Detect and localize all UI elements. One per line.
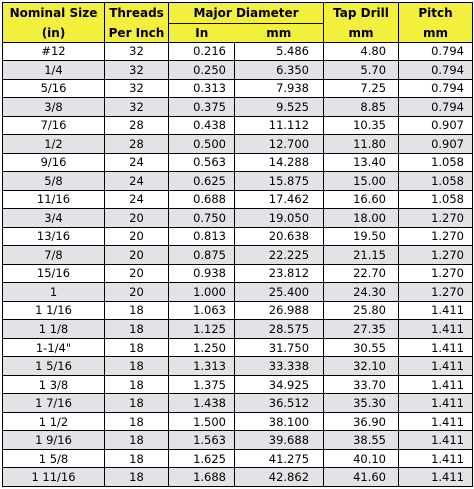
cell-major-diameter-mm: 28.575 <box>235 320 324 339</box>
cell-nominal-size: 1/2 <box>3 135 105 154</box>
header-tap-unit: mm <box>324 24 399 43</box>
cell-major-diameter-mm: 33.338 <box>235 357 324 376</box>
cell-threads-per-inch: 20 <box>105 227 169 246</box>
table-row <box>3 135 473 154</box>
cell-tap-drill-mm: 27.35 <box>324 320 399 339</box>
cell-major-diameter-mm: 11.112 <box>235 116 324 135</box>
cell-major-diameter-mm: 7.938 <box>235 79 324 98</box>
cell-major-diameter-mm: 15.875 <box>235 172 324 191</box>
cell-pitch-mm: 0.794 <box>399 42 473 61</box>
cell-major-diameter-mm: 23.812 <box>235 264 324 283</box>
cell-pitch-mm: 1.411 <box>399 301 473 320</box>
cell-major-diameter-in: 0.500 <box>169 135 235 154</box>
cell-nominal-size: 1 1/2 <box>3 412 105 431</box>
cell-nominal-size: 3/8 <box>3 98 105 117</box>
cell-major-diameter-mm: 17.462 <box>235 190 324 209</box>
cell-major-diameter-mm: 31.750 <box>235 338 324 357</box>
cell-pitch-mm: 1.270 <box>399 246 473 265</box>
cell-major-diameter-in: 0.563 <box>169 153 235 172</box>
cell-major-diameter-in: 1.125 <box>169 320 235 339</box>
cell-tap-drill-mm: 10.35 <box>324 116 399 135</box>
cell-threads-per-inch: 24 <box>105 172 169 191</box>
cell-major-diameter-in: 0.625 <box>169 172 235 191</box>
cell-threads-per-inch: 18 <box>105 394 169 413</box>
header-nominal-size: Nominal Size <box>3 3 105 24</box>
cell-threads-per-inch: 28 <box>105 116 169 135</box>
cell-pitch-mm: 1.411 <box>399 394 473 413</box>
header-pitch-unit: mm <box>399 24 473 43</box>
cell-pitch-mm: 1.411 <box>399 412 473 431</box>
cell-pitch-mm: 1.411 <box>399 375 473 394</box>
cell-nominal-size: 5/16 <box>3 79 105 98</box>
cell-tap-drill-mm: 40.10 <box>324 449 399 468</box>
table-row <box>3 320 473 339</box>
table-row <box>3 190 473 209</box>
cell-nominal-size: 1 9/16 <box>3 431 105 450</box>
cell-major-diameter-in: 0.875 <box>169 246 235 265</box>
header-nominal-unit: (in) <box>3 24 105 43</box>
cell-nominal-size: 1 5/8 <box>3 449 105 468</box>
cell-pitch-mm: 1.270 <box>399 283 473 302</box>
cell-threads-per-inch: 18 <box>105 320 169 339</box>
cell-tap-drill-mm: 35.30 <box>324 394 399 413</box>
table-row <box>3 375 473 394</box>
cell-tap-drill-mm: 5.70 <box>324 61 399 80</box>
cell-threads-per-inch: 20 <box>105 246 169 265</box>
table-row <box>3 357 473 376</box>
cell-nominal-size: 15/16 <box>3 264 105 283</box>
cell-major-diameter-mm: 25.400 <box>235 283 324 302</box>
table-row <box>3 246 473 265</box>
cell-threads-per-inch: 24 <box>105 190 169 209</box>
cell-major-diameter-mm: 14.288 <box>235 153 324 172</box>
cell-major-diameter-in: 1.000 <box>169 283 235 302</box>
cell-major-diameter-mm: 9.525 <box>235 98 324 117</box>
cell-threads-per-inch: 18 <box>105 375 169 394</box>
header-major-diameter: Major Diameter <box>169 3 324 24</box>
cell-major-diameter-mm: 34.925 <box>235 375 324 394</box>
cell-threads-per-inch: 32 <box>105 98 169 117</box>
cell-major-diameter-mm: 42.862 <box>235 468 324 487</box>
table-row <box>3 338 473 357</box>
cell-major-diameter-mm: 5.486 <box>235 42 324 61</box>
cell-tap-drill-mm: 21.15 <box>324 246 399 265</box>
table-row <box>3 301 473 320</box>
cell-pitch-mm: 1.411 <box>399 431 473 450</box>
cell-threads-per-inch: 18 <box>105 301 169 320</box>
cell-nominal-size: 9/16 <box>3 153 105 172</box>
cell-major-diameter-mm: 39.688 <box>235 431 324 450</box>
table-row <box>3 79 473 98</box>
cell-pitch-mm: 1.411 <box>399 449 473 468</box>
cell-nominal-size: 11/16 <box>3 190 105 209</box>
cell-nominal-size: 1 1/8 <box>3 320 105 339</box>
header-tap-drill: Tap Drill <box>324 3 399 24</box>
cell-nominal-size: 1-1/4" <box>3 338 105 357</box>
cell-major-diameter-mm: 6.350 <box>235 61 324 80</box>
table-row <box>3 394 473 413</box>
cell-major-diameter-mm: 19.050 <box>235 209 324 228</box>
table-row <box>3 468 473 487</box>
cell-tap-drill-mm: 11.80 <box>324 135 399 154</box>
table-row <box>3 98 473 117</box>
header-threads: Threads <box>105 3 169 24</box>
table-row <box>3 283 473 302</box>
header-pitch: Pitch <box>399 3 473 24</box>
cell-threads-per-inch: 18 <box>105 338 169 357</box>
cell-pitch-mm: 0.794 <box>399 61 473 80</box>
cell-nominal-size: 1 1/16 <box>3 301 105 320</box>
cell-major-diameter-in: 1.500 <box>169 412 235 431</box>
cell-pitch-mm: 1.270 <box>399 264 473 283</box>
cell-threads-per-inch: 18 <box>105 357 169 376</box>
cell-nominal-size: 1 11/16 <box>3 468 105 487</box>
cell-pitch-mm: 0.907 <box>399 116 473 135</box>
cell-pitch-mm: 0.794 <box>399 98 473 117</box>
table-row <box>3 431 473 450</box>
cell-pitch-mm: 1.411 <box>399 468 473 487</box>
thread-size-table <box>2 2 473 487</box>
cell-nominal-size: 3/4 <box>3 209 105 228</box>
cell-nominal-size: 7/8 <box>3 246 105 265</box>
cell-threads-per-inch: 32 <box>105 61 169 80</box>
header-major-in: In <box>169 24 235 43</box>
cell-tap-drill-mm: 30.55 <box>324 338 399 357</box>
cell-major-diameter-in: 1.063 <box>169 301 235 320</box>
cell-pitch-mm: 1.411 <box>399 338 473 357</box>
cell-tap-drill-mm: 38.55 <box>324 431 399 450</box>
header-threads-unit: Per Inch <box>105 24 169 43</box>
cell-threads-per-inch: 28 <box>105 135 169 154</box>
table-row <box>3 209 473 228</box>
table-row <box>3 264 473 283</box>
cell-tap-drill-mm: 8.85 <box>324 98 399 117</box>
cell-tap-drill-mm: 22.70 <box>324 264 399 283</box>
cell-major-diameter-in: 0.438 <box>169 116 235 135</box>
cell-pitch-mm: 1.411 <box>399 320 473 339</box>
cell-tap-drill-mm: 19.50 <box>324 227 399 246</box>
cell-major-diameter-mm: 38.100 <box>235 412 324 431</box>
cell-nominal-size: #12 <box>3 42 105 61</box>
table-row <box>3 61 473 80</box>
cell-pitch-mm: 1.058 <box>399 153 473 172</box>
cell-pitch-mm: 1.058 <box>399 190 473 209</box>
cell-threads-per-inch: 18 <box>105 449 169 468</box>
cell-major-diameter-in: 1.563 <box>169 431 235 450</box>
cell-threads-per-inch: 24 <box>105 153 169 172</box>
cell-major-diameter-mm: 36.512 <box>235 394 324 413</box>
cell-tap-drill-mm: 18.00 <box>324 209 399 228</box>
cell-major-diameter-in: 0.216 <box>169 42 235 61</box>
cell-nominal-size: 5/8 <box>3 172 105 191</box>
cell-nominal-size: 7/16 <box>3 116 105 135</box>
cell-nominal-size: 1/4 <box>3 61 105 80</box>
table-row <box>3 42 473 61</box>
table-row <box>3 116 473 135</box>
cell-tap-drill-mm: 7.25 <box>324 79 399 98</box>
cell-major-diameter-in: 0.938 <box>169 264 235 283</box>
table-row <box>3 412 473 431</box>
cell-pitch-mm: 1.411 <box>399 357 473 376</box>
cell-tap-drill-mm: 41.60 <box>324 468 399 487</box>
cell-threads-per-inch: 20 <box>105 283 169 302</box>
cell-major-diameter-in: 0.813 <box>169 227 235 246</box>
cell-major-diameter-mm: 20.638 <box>235 227 324 246</box>
cell-major-diameter-in: 1.375 <box>169 375 235 394</box>
cell-tap-drill-mm: 36.90 <box>324 412 399 431</box>
cell-pitch-mm: 1.058 <box>399 172 473 191</box>
cell-pitch-mm: 0.907 <box>399 135 473 154</box>
cell-threads-per-inch: 18 <box>105 468 169 487</box>
table-row <box>3 449 473 468</box>
cell-major-diameter-mm: 26.988 <box>235 301 324 320</box>
cell-major-diameter-in: 0.313 <box>169 79 235 98</box>
table-row <box>3 172 473 191</box>
cell-major-diameter-in: 0.750 <box>169 209 235 228</box>
cell-major-diameter-in: 0.250 <box>169 61 235 80</box>
cell-major-diameter-mm: 12.700 <box>235 135 324 154</box>
table-body <box>3 42 473 487</box>
cell-nominal-size: 1 3/8 <box>3 375 105 394</box>
cell-tap-drill-mm: 16.60 <box>324 190 399 209</box>
table-row <box>3 153 473 172</box>
cell-major-diameter-in: 1.625 <box>169 449 235 468</box>
cell-tap-drill-mm: 32.10 <box>324 357 399 376</box>
cell-nominal-size: 1 <box>3 283 105 302</box>
cell-tap-drill-mm: 4.80 <box>324 42 399 61</box>
cell-tap-drill-mm: 33.70 <box>324 375 399 394</box>
header-major-mm: mm <box>235 24 324 43</box>
cell-major-diameter-mm: 22.225 <box>235 246 324 265</box>
cell-threads-per-inch: 32 <box>105 79 169 98</box>
cell-nominal-size: 1 7/16 <box>3 394 105 413</box>
cell-threads-per-inch: 18 <box>105 431 169 450</box>
cell-threads-per-inch: 20 <box>105 209 169 228</box>
cell-tap-drill-mm: 25.80 <box>324 301 399 320</box>
table-header <box>3 3 473 43</box>
cell-major-diameter-in: 0.375 <box>169 98 235 117</box>
cell-threads-per-inch: 32 <box>105 42 169 61</box>
cell-major-diameter-in: 1.688 <box>169 468 235 487</box>
cell-tap-drill-mm: 24.30 <box>324 283 399 302</box>
cell-pitch-mm: 0.794 <box>399 79 473 98</box>
cell-pitch-mm: 1.270 <box>399 209 473 228</box>
cell-major-diameter-in: 0.688 <box>169 190 235 209</box>
cell-major-diameter-in: 1.313 <box>169 357 235 376</box>
cell-pitch-mm: 1.270 <box>399 227 473 246</box>
cell-tap-drill-mm: 15.00 <box>324 172 399 191</box>
cell-threads-per-inch: 20 <box>105 264 169 283</box>
cell-major-diameter-in: 1.250 <box>169 338 235 357</box>
cell-threads-per-inch: 18 <box>105 412 169 431</box>
table-row <box>3 227 473 246</box>
cell-nominal-size: 13/16 <box>3 227 105 246</box>
cell-nominal-size: 1 5/16 <box>3 357 105 376</box>
cell-tap-drill-mm: 13.40 <box>324 153 399 172</box>
cell-major-diameter-mm: 41.275 <box>235 449 324 468</box>
cell-major-diameter-in: 1.438 <box>169 394 235 413</box>
